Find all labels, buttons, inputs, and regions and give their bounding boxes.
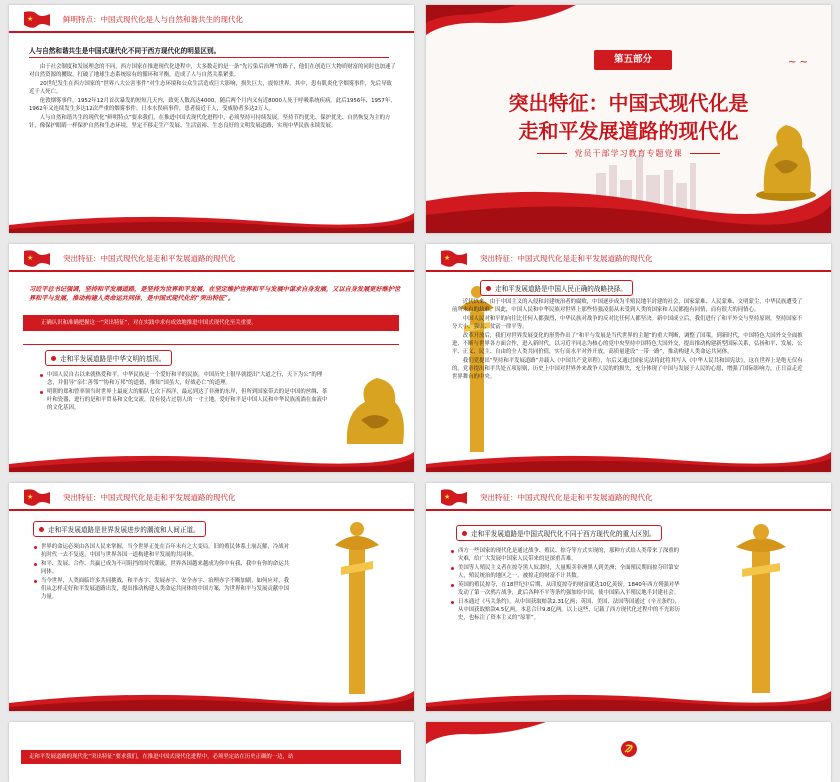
slide-7[interactable] <box>9 722 414 782</box>
slide-1[interactable] <box>9 5 414 233</box>
red-ribbon-decoration <box>9 681 414 711</box>
party-flag-icon <box>440 250 468 267</box>
huabiao-pillar-image <box>726 521 796 697</box>
title-line-1: 突出特征：中国式现代化是 <box>508 91 749 115</box>
point-pill: 走和平发展道路是中国式现代化不同于西方现代化的重大区别。 <box>456 525 662 541</box>
party-emblem-icon <box>620 740 638 758</box>
subtitle-text: 党员干部学习教育专题党课 <box>574 149 683 158</box>
party-flag-icon <box>23 11 51 28</box>
point-pill: 走和平发展道路是中华文明的基因。 <box>45 350 172 366</box>
red-ribbon-decoration <box>9 203 414 233</box>
red-ribbon-decoration <box>426 442 831 472</box>
bullet-list <box>450 547 682 623</box>
slide-8[interactable] <box>426 722 831 782</box>
svg-text:★: ★ <box>27 493 34 501</box>
svg-text:~ ~: ~ ~ <box>788 57 808 68</box>
party-flag-icon <box>23 250 51 267</box>
slide-header: 突出特征：中国式现代化是走和平发展道路的现代化 <box>480 493 653 502</box>
lead-sentence: 人与自然和谐共生是中国式现代化不同于西方现代化的明显区别。 <box>29 47 221 55</box>
red-ribbon-decoration <box>9 442 414 472</box>
paragraph: 20世纪发生在西方国家的“世界八大公害事件”对生态环境和公众生活造成巨大影响，损失巨大，震惊世界。其中，患有肌炎化学烟雾事件，先后导致近千人死亡。 <box>29 81 392 95</box>
bullet-item: 当今世界，人类面临许多共同挑战，和平赤字、发展赤字、安全赤字、治理赤字不断加剧，如何应对，我们从怎样走好和平发展道路出发，提出推动构建人类命运共同体的中国方案，为世界和平与发展贡献中国力量。 <box>33 577 291 601</box>
body-text <box>452 298 807 382</box>
red-ribbon-decoration <box>426 681 831 711</box>
paragraph: 由于社会制度和发展理念的不同，西方国家在推进现代化进程中，大多数走的是一条“先污染后治理”的路子，他们在创造巨大物质财富的同时也加速了对自然资源的攫取，打破了地球生态系统原有的循环和平衡，造成了人与自然关系紧张。 <box>29 64 396 78</box>
paragraph: 伦敦烟雾事件，1952年12月首次暴发的短短几天内，致死人数高达4000，随后两个月内又有近8000人死于呼吸系统疾病。此后1956年、1957年、1962年又连续发生多达12次严重的烟雾事件。日本水俣病事件，患者接近千人，受威胁者多达2万人。 <box>29 98 396 112</box>
point-pill: 走和平发展道路是世界发展进步的潮流和人间正道。 <box>33 521 206 537</box>
body-text <box>29 63 397 131</box>
slide-header: 突出特征：中国式现代化是走和平发展道路的现代化 <box>63 254 236 263</box>
bullet-item: 日本通过《马关条约》，从中国获取赔款2.31亿两；英国、美国、法国等国通过《辛丑条约》，从中国获取赔款4.5亿两，本息合计9.8亿两。以上这些，记载了西方现代化过程中的不光彩历史，也标注了资本主义的“原罪”。 <box>450 598 682 622</box>
quote-text: 习近平总书记强调，坚持和平发展道路，是坚持为世界和平发展，在坚定维护世界和平与发展中谋求自身发展，又以自身发展更好维护世界和平与发展，推动构建人类命运共同体，是中国式现代化的“突出特征”。 <box>29 286 401 302</box>
paragraph: 人与自然和谐共生的现代化“鲜明特点”要求我们，在推进中国式现代化进程中，必须坚持可持续发展，坚持节约优先、保护优先、自然恢复为主的方针，像保护眼睛一样保护自然和生态环境，坚定不移走生产发展、生活富裕、生态良好的文明发展道路，实现中华民族永续发展。 <box>29 115 391 129</box>
subtitle-rule-right <box>690 153 720 154</box>
subtitle-rule-left <box>537 153 567 154</box>
paragraph: 近代以来，由于中国主义的入侵和封建统治者的腐败，中国逐步成为半殖民地半封建的社会，国家蒙难、人民蒙难、文明蒙尘，中华民族遭受了前所未有的劫难。因此，中国人民和中华民族对世界上那些恃强凌弱从未受到人类的国家和人民都抱有同情，而有很大的同情心。 <box>452 299 803 313</box>
svg-text:★: ★ <box>444 254 451 262</box>
party-flag-icon <box>440 489 468 506</box>
slide-header: 鲜明特点：中国式现代化是人与自然和谐共生的现代化 <box>63 15 243 24</box>
lead-underline <box>29 57 389 58</box>
paragraph: 改革开放后，我们对世界发展变化的形势作出了“和平与发展是当代世界的主题”的重大判断，调整了国策。到新时代，中国特色大国外交全面推进，不断与世界各方面合作，进入新时代，以习近平同志为核心的党中央坚持中国特色大国外交，提出推动构建新型国际关系，弘扬和平、发展、公平、正义、民主、自由的全人类共同价值，实行高水平对外开放，高质量建设“一带一路”，推动构建人类命运共同体。 <box>452 333 803 355</box>
huabiao-pillar-image <box>327 517 387 697</box>
header-rule <box>9 270 414 272</box>
highlight-box: 正确认识和准确把握这一“突出特征”，对在实践中求有成效地推进中国式现代化至关重要。 <box>23 315 399 331</box>
svg-text:★: ★ <box>444 493 451 501</box>
slide-header: 突出特征：中国式现代化是走和平发展道路的现代化 <box>63 493 236 502</box>
bullet-item: 中国人民自古以来就热爱和平，中华民族是一个爱好和平的民族。中国历史上很早就提出“大道之行，天下为公”的理念，并倡导“亲仁善邻”“协和万邦”的道德，推知“国虽大，好战必亡”的道理。 <box>39 371 331 387</box>
slide-header: 突出特征：中国式现代化是走和平发展道路的现代化 <box>480 254 653 263</box>
bullet-item: 英国的殖民掠夺，在18世纪中后期，从印度掠夺的财富就达10亿英镑。1840年西方列强对华发动了第一次鸦片战争，此后各种不平等条约强加给中国，使中国陷入半殖民地半封建社会。 <box>450 581 682 597</box>
point-pill: 走和平发展道路是中国人民正确的战略抉择。 <box>480 280 633 296</box>
bullet-item: 世界的命运必须由各国人民来掌握，当今世界正处在百年未有之大变局，旧的殖民体系土崩瓦解，冷战对抗时代一去不复返，中国与世界各国一道构建和平发展的共同体。 <box>33 543 291 559</box>
header-rule <box>426 270 831 272</box>
highlight-box: 走和平发展道路的现代化“突出特征”要求我们，在推进中国式现代化进程中，必须坚定站在历史正确的一边，站 <box>21 750 401 764</box>
slide-4[interactable] <box>426 244 831 472</box>
stone-lion-image <box>339 366 409 446</box>
svg-text:★: ★ <box>27 254 34 262</box>
red-corner-decoration <box>426 722 546 746</box>
section-badge: 第五部分 <box>594 50 672 70</box>
subtitle <box>426 148 831 159</box>
bullet-item: 西方一些国家的现代化是通过战争、殖民、掠夺等方式实现的，那种方式给人类带来了深重的灾难，给广大发展中国家人民带来的是深重苦难。 <box>450 547 682 563</box>
paragraph: 我们党提出“坚持和平发展道路”并载入《中国共产党章程》，尔后又通过国家宪法将此将其写入《中华人民共和国宪法》，这在世界上是绝无仅有的。党章提出和平共处五项原则，历史上中国对世界外来战争人民的的损失，充分体现了中国与发展于人民的心愿，增强了国际影响力，正日益走近世界舞台的中央。 <box>452 358 803 380</box>
slide-6[interactable] <box>426 483 831 711</box>
bullet-list <box>33 543 291 602</box>
party-flag-icon <box>23 489 51 506</box>
header-rule <box>426 509 831 511</box>
slide-3[interactable] <box>9 244 414 472</box>
paragraph: 中国人民对和平的向往比任何人都强烈，中华民族对战争的反对比任何人都坚决。新中国成立后，我们进行了和平外交与坚持原则，坚持国家不分大小、强弱、贫富一律平等。 <box>452 316 803 330</box>
bullet-list <box>39 371 331 413</box>
slide-2-title[interactable] <box>426 5 831 233</box>
bullet-item: 明朝的郑和曾率领当时世界上最庞大的船队七次下西洋，最远到达了非洲的东岸，但所到国家带去的是中国的丝绸、茶叶和瓷器，进行的是和平贸易和文化交流，没有侵占过别人的一寸土地。爱好和平是中国人民和中华民族流淌在血液中的文化基因。 <box>39 388 331 412</box>
bullet-item: 和平、发展、合作、共赢已成为不可阻挡的时代潮流，世界各国越来越成为你中有我、我中有你的命运共同体。 <box>33 560 291 576</box>
svg-text:★: ★ <box>27 15 34 23</box>
divider <box>23 344 399 345</box>
header-rule <box>9 31 414 33</box>
bullet-item: 美国等人殖民主义者在掠夺黑人奴隶时，大量贩卖非洲黑人到美洲；全面殖民期间掠夺印第安人，殖民统治的地区之一，被掠走的财富不计其数。 <box>450 564 682 580</box>
title-line-2: 走和平发展道路的现代化 <box>518 119 739 143</box>
slide-5[interactable] <box>9 483 414 711</box>
header-rule <box>9 509 414 511</box>
